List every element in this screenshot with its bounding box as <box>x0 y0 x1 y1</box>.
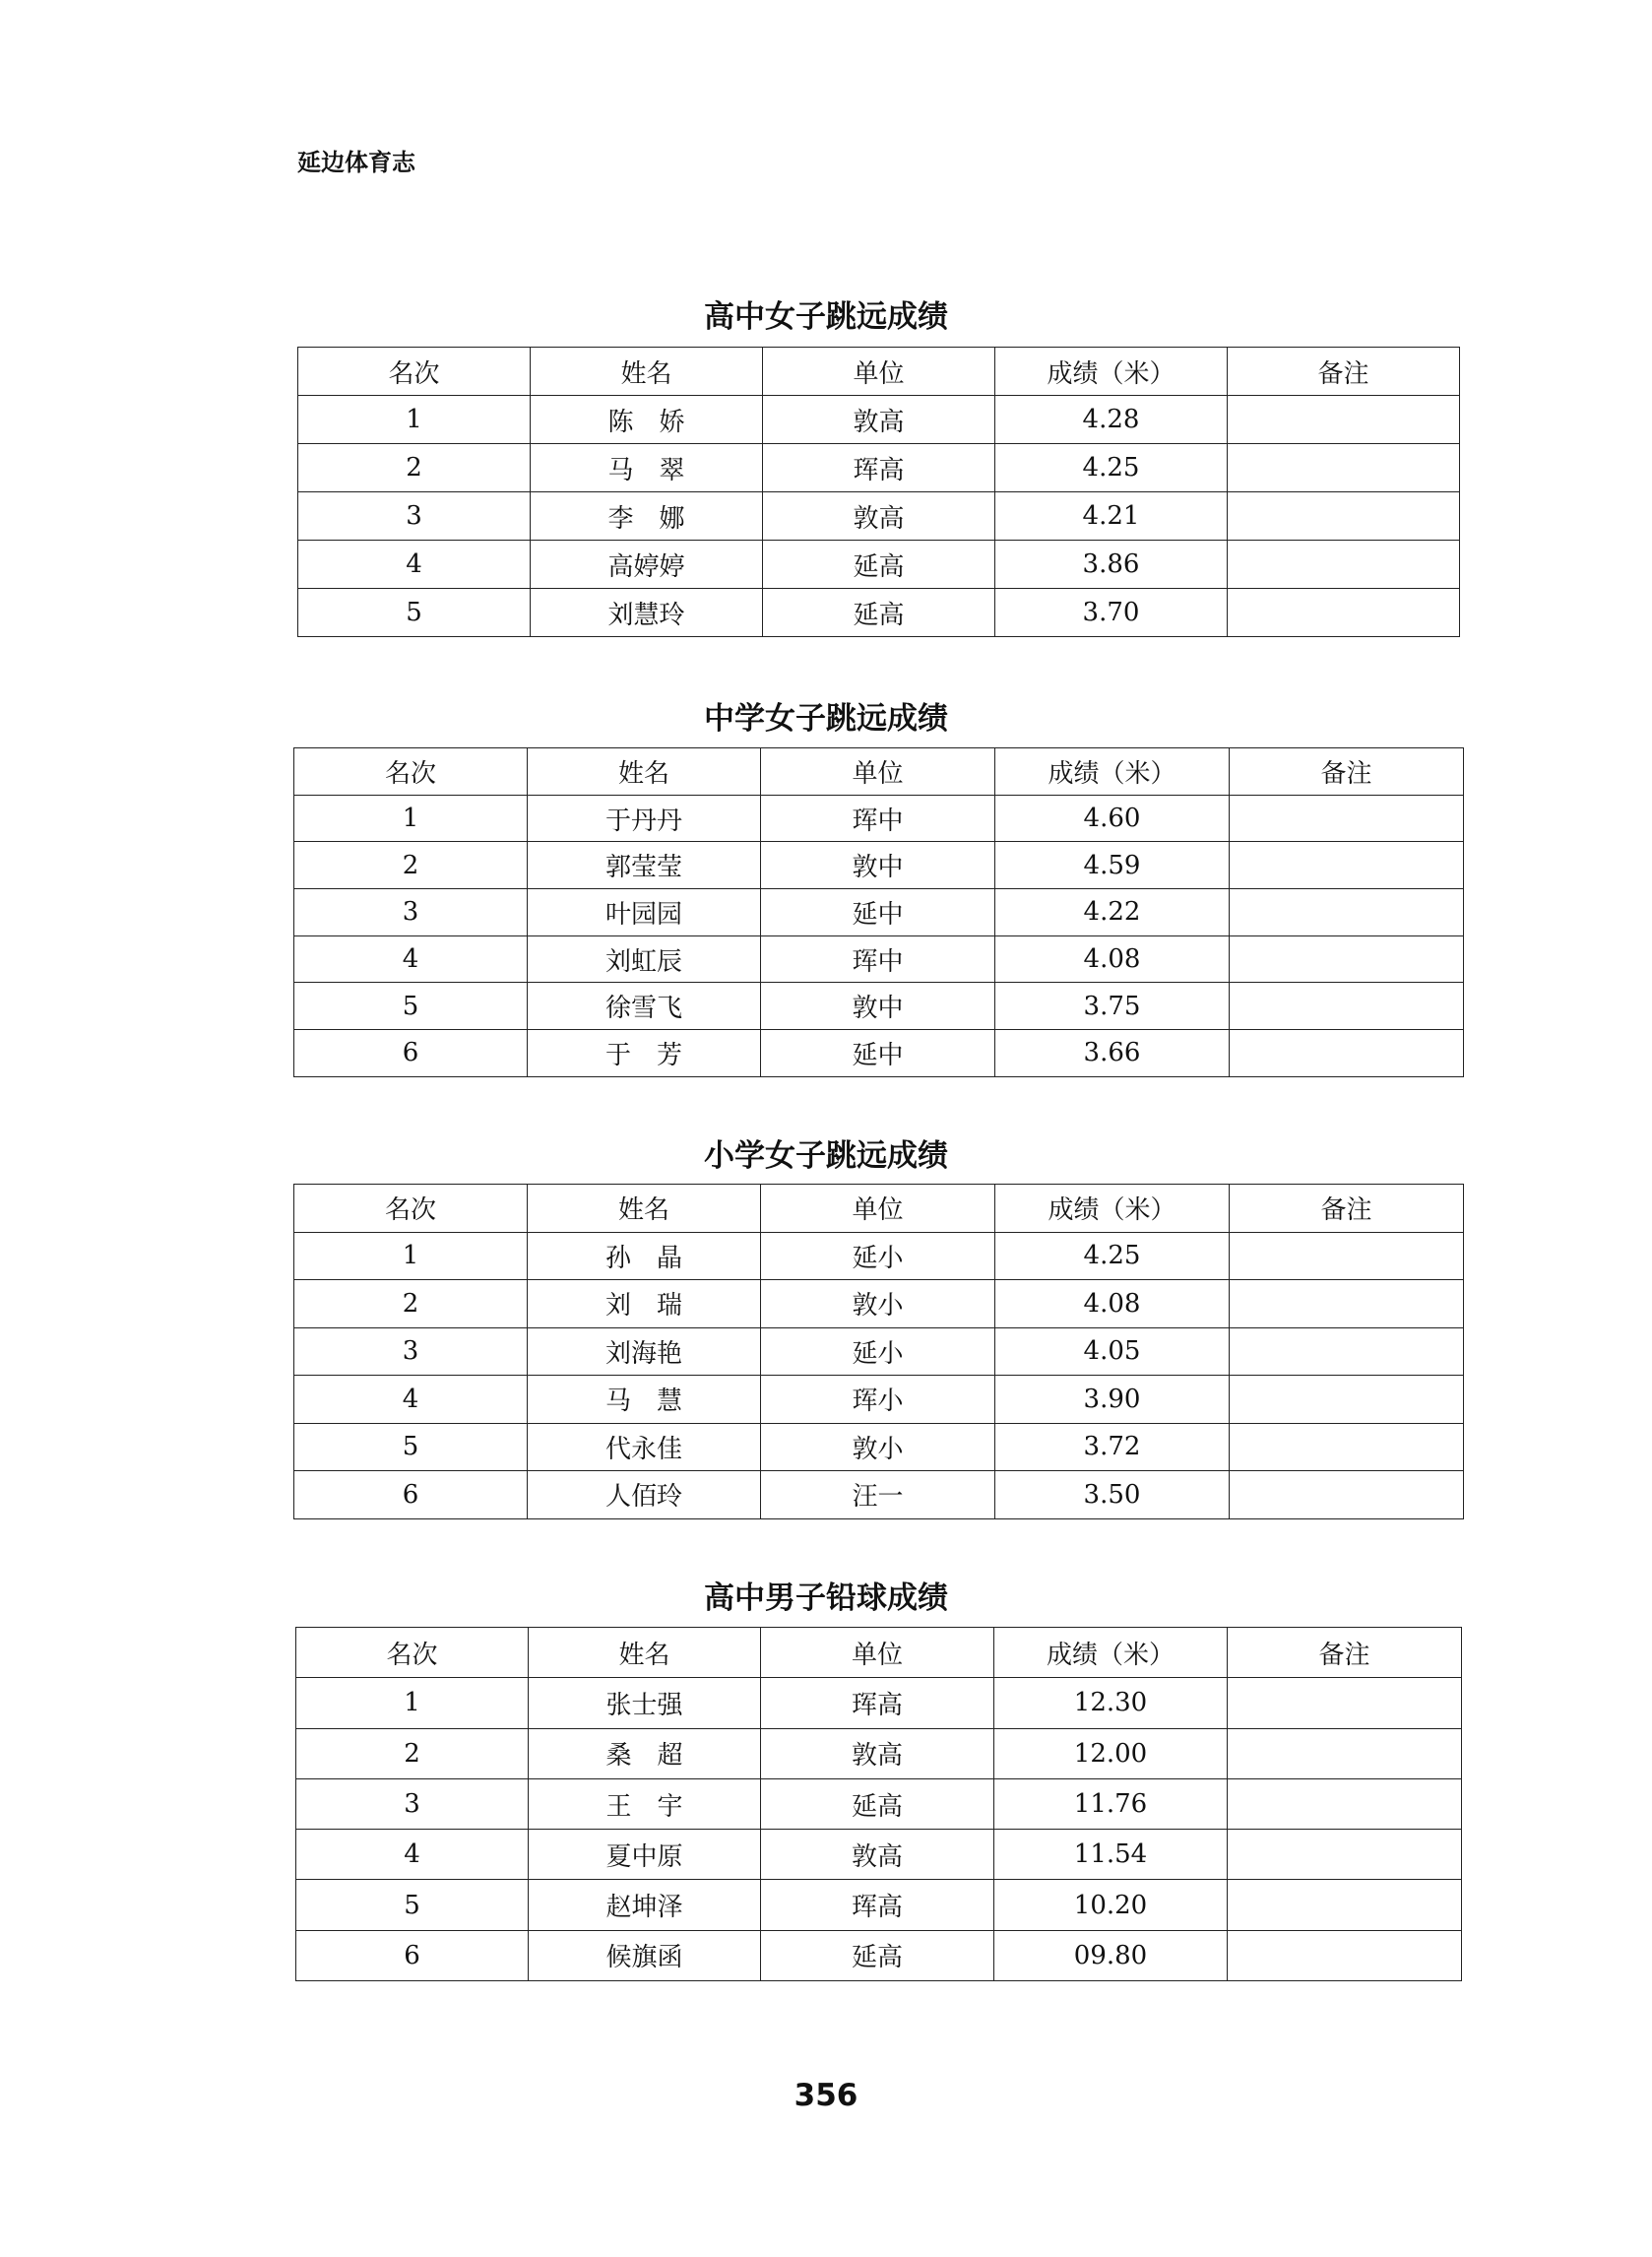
score-cell: 12.30 <box>994 1678 1228 1728</box>
name-cell: 夏中原 <box>529 1830 761 1880</box>
rank-header: 名次 <box>294 748 528 796</box>
score-cell: 4.59 <box>995 842 1230 889</box>
note-cell <box>1228 396 1460 444</box>
note-cell <box>1230 842 1464 889</box>
note-header: 备注 <box>1228 1628 1462 1678</box>
rank-cell: 5 <box>294 983 528 1030</box>
table-header-row <box>294 1185 1464 1233</box>
score-cell: 11.76 <box>994 1778 1228 1829</box>
note-cell <box>1230 983 1464 1030</box>
table-row <box>294 1280 1464 1328</box>
table-row <box>296 1678 1462 1728</box>
results-table-primary-school-girls-long-jump <box>293 1184 1464 1519</box>
name-cell: 孙 晶 <box>528 1232 761 1280</box>
table-row <box>294 1232 1464 1280</box>
rank-cell: 3 <box>296 1778 529 1829</box>
unit-cell: 延中 <box>761 1030 995 1077</box>
unit-cell: 敦小 <box>761 1423 995 1471</box>
name-cell: 赵坤泽 <box>529 1880 761 1930</box>
rank-cell: 3 <box>294 889 528 936</box>
rank-cell: 2 <box>298 444 531 492</box>
note-header: 备注 <box>1230 748 1464 796</box>
rank-cell: 2 <box>294 842 528 889</box>
unit-cell: 珲高 <box>763 444 995 492</box>
name-cell: 李 娜 <box>531 492 763 541</box>
rank-cell: 4 <box>298 541 531 589</box>
score-cell: 4.08 <box>995 1280 1230 1328</box>
score-header: 成绩（米） <box>995 748 1230 796</box>
rank-cell: 5 <box>298 589 531 637</box>
rank-header: 名次 <box>298 348 531 396</box>
score-cell: 4.25 <box>995 1232 1230 1280</box>
score-cell: 10.20 <box>994 1880 1228 1930</box>
table-row <box>294 935 1464 983</box>
table-row <box>296 1880 1462 1930</box>
score-cell: 4.05 <box>995 1327 1230 1376</box>
note-cell <box>1228 1728 1462 1778</box>
score-cell: 4.60 <box>995 795 1230 842</box>
name-cell: 马 慧 <box>528 1376 761 1424</box>
rank-cell: 2 <box>294 1280 528 1328</box>
unit-cell: 延高 <box>761 1778 994 1829</box>
table-row <box>294 983 1464 1030</box>
note-cell <box>1230 1280 1464 1328</box>
section-title-middle-school-girls-long-jump: 中学女子跳远成绩 <box>704 701 948 737</box>
name-cell: 徐雪飞 <box>528 983 761 1030</box>
rank-cell: 4 <box>294 1376 528 1424</box>
note-cell <box>1228 1678 1462 1728</box>
unit-cell: 敦中 <box>761 983 995 1030</box>
rank-cell: 5 <box>294 1423 528 1471</box>
unit-cell: 汪一 <box>761 1471 995 1519</box>
note-cell <box>1228 541 1460 589</box>
name-cell: 刘海艳 <box>528 1327 761 1376</box>
table-row <box>294 1327 1464 1376</box>
name-cell: 人佰玲 <box>528 1471 761 1519</box>
score-cell: 12.00 <box>994 1728 1228 1778</box>
page-header: 延边体育志 <box>297 149 415 176</box>
table-row <box>294 1423 1464 1471</box>
unit-cell: 延小 <box>761 1232 995 1280</box>
table-row <box>298 444 1460 492</box>
score-cell: 11.54 <box>994 1830 1228 1880</box>
rank-header: 名次 <box>294 1185 528 1233</box>
note-cell <box>1230 1376 1464 1424</box>
rank-header: 名次 <box>296 1628 529 1678</box>
name-cell: 郭莹莹 <box>528 842 761 889</box>
rank-cell: 6 <box>296 1930 529 1980</box>
name-header: 姓名 <box>529 1628 761 1678</box>
table-row <box>296 1778 1462 1829</box>
unit-cell: 珲高 <box>761 1880 994 1930</box>
name-header: 姓名 <box>528 1185 761 1233</box>
rank-cell: 6 <box>294 1030 528 1077</box>
name-cell: 马 翠 <box>531 444 763 492</box>
table-row <box>296 1728 1462 1778</box>
rank-cell: 3 <box>298 492 531 541</box>
name-cell: 于丹丹 <box>528 795 761 842</box>
score-header: 成绩（米） <box>995 348 1228 396</box>
note-cell <box>1230 889 1464 936</box>
unit-cell: 延高 <box>763 589 995 637</box>
table-row <box>294 842 1464 889</box>
unit-cell: 延小 <box>761 1327 995 1376</box>
unit-header: 单位 <box>761 1628 994 1678</box>
section-title-primary-school-girls-long-jump: 小学女子跳远成绩 <box>704 1138 948 1174</box>
unit-cell: 珲中 <box>761 795 995 842</box>
section-title-high-school-boys-shot-put: 高中男子铅球成绩 <box>704 1580 948 1616</box>
score-cell: 3.90 <box>995 1376 1230 1424</box>
note-cell <box>1230 1471 1464 1519</box>
name-header: 姓名 <box>528 748 761 796</box>
score-cell: 4.25 <box>995 444 1228 492</box>
name-cell: 刘虹辰 <box>528 935 761 983</box>
score-cell: 3.86 <box>995 541 1228 589</box>
unit-cell: 珲小 <box>761 1376 995 1424</box>
note-cell <box>1228 444 1460 492</box>
score-cell: 4.08 <box>995 935 1230 983</box>
note-cell <box>1228 1880 1462 1930</box>
section-title-high-school-girls-long-jump: 高中女子跳远成绩 <box>704 299 948 335</box>
rank-cell: 5 <box>296 1880 529 1930</box>
note-cell <box>1228 1930 1462 1980</box>
table-header-row <box>296 1628 1462 1678</box>
note-cell <box>1230 795 1464 842</box>
name-cell: 陈 娇 <box>531 396 763 444</box>
note-cell <box>1230 1030 1464 1077</box>
name-cell: 桑 超 <box>529 1728 761 1778</box>
results-table-high-school-boys-shot-put <box>295 1627 1462 1981</box>
unit-cell: 延高 <box>761 1930 994 1980</box>
table-row <box>294 1376 1464 1424</box>
score-header: 成绩（米） <box>994 1628 1228 1678</box>
name-cell: 张士强 <box>529 1678 761 1728</box>
table-row <box>298 396 1460 444</box>
unit-header: 单位 <box>763 348 995 396</box>
name-cell: 叶园园 <box>528 889 761 936</box>
score-cell: 3.72 <box>995 1423 1230 1471</box>
unit-header: 单位 <box>761 748 995 796</box>
results-table-high-school-girls-long-jump <box>297 347 1460 637</box>
rank-cell: 1 <box>294 795 528 842</box>
table-row <box>294 795 1464 842</box>
table-row <box>294 1030 1464 1077</box>
name-cell: 刘慧玲 <box>531 589 763 637</box>
table-row <box>298 492 1460 541</box>
score-cell: 4.28 <box>995 396 1228 444</box>
note-cell <box>1230 935 1464 983</box>
table-row <box>296 1830 1462 1880</box>
name-cell: 高婷婷 <box>531 541 763 589</box>
unit-cell: 敦中 <box>761 842 995 889</box>
score-cell: 3.66 <box>995 1030 1230 1077</box>
name-cell: 候旗函 <box>529 1930 761 1980</box>
name-cell: 代永佳 <box>528 1423 761 1471</box>
name-header: 姓名 <box>531 348 763 396</box>
rank-cell: 3 <box>294 1327 528 1376</box>
unit-cell: 敦小 <box>761 1280 995 1328</box>
note-cell <box>1228 589 1460 637</box>
score-cell: 4.22 <box>995 889 1230 936</box>
rank-cell: 6 <box>294 1471 528 1519</box>
rank-cell: 4 <box>294 935 528 983</box>
note-cell <box>1230 1232 1464 1280</box>
table-row <box>294 889 1464 936</box>
name-cell: 王 宇 <box>529 1778 761 1829</box>
score-cell: 3.70 <box>995 589 1228 637</box>
results-table-middle-school-girls-long-jump <box>293 747 1464 1077</box>
score-cell: 3.50 <box>995 1471 1230 1519</box>
table-row <box>296 1930 1462 1980</box>
unit-cell: 敦高 <box>761 1728 994 1778</box>
rank-cell: 1 <box>294 1232 528 1280</box>
unit-cell: 延中 <box>761 889 995 936</box>
unit-cell: 敦高 <box>763 396 995 444</box>
rank-cell: 1 <box>298 396 531 444</box>
rank-cell: 2 <box>296 1728 529 1778</box>
note-cell <box>1228 1830 1462 1880</box>
note-header: 备注 <box>1228 348 1460 396</box>
note-cell <box>1228 492 1460 541</box>
score-header: 成绩（米） <box>995 1185 1230 1233</box>
unit-cell: 敦高 <box>763 492 995 541</box>
name-cell: 刘 瑞 <box>528 1280 761 1328</box>
note-cell <box>1228 1778 1462 1829</box>
rank-cell: 1 <box>296 1678 529 1728</box>
table-header-row <box>294 748 1464 796</box>
note-cell <box>1230 1327 1464 1376</box>
note-cell <box>1230 1423 1464 1471</box>
unit-cell: 延高 <box>763 541 995 589</box>
table-row <box>294 1471 1464 1519</box>
score-cell: 4.21 <box>995 492 1228 541</box>
unit-cell: 珲高 <box>761 1678 994 1728</box>
name-cell: 于 芳 <box>528 1030 761 1077</box>
page-number: 356 <box>794 2078 858 2113</box>
score-cell: 3.75 <box>995 983 1230 1030</box>
note-header: 备注 <box>1230 1185 1464 1233</box>
table-row <box>298 541 1460 589</box>
table-header-row <box>298 348 1460 396</box>
unit-header: 单位 <box>761 1185 995 1233</box>
table-row <box>298 589 1460 637</box>
unit-cell: 敦高 <box>761 1830 994 1880</box>
rank-cell: 4 <box>296 1830 529 1880</box>
unit-cell: 珲中 <box>761 935 995 983</box>
score-cell: 09.80 <box>994 1930 1228 1980</box>
